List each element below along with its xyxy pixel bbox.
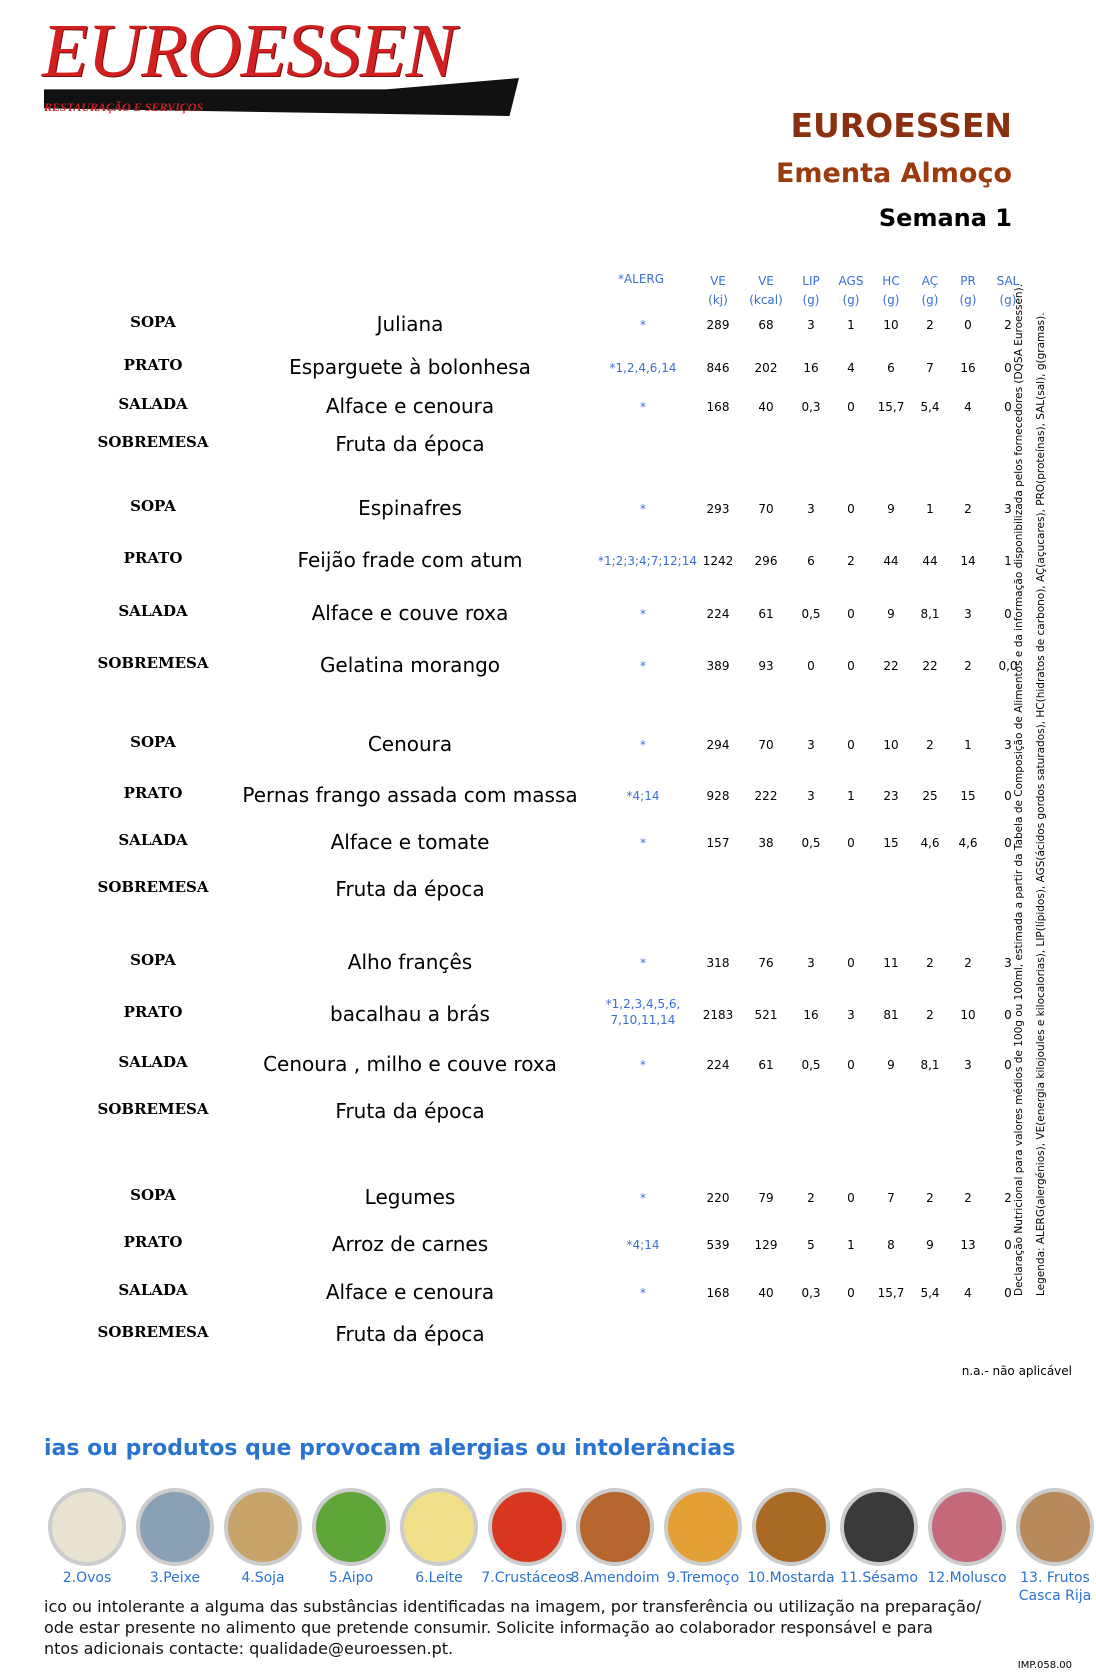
value-pr: 4 xyxy=(964,1286,972,1300)
mollusc-icon xyxy=(928,1488,1006,1566)
course-category: PRATO xyxy=(123,784,183,802)
value-ve-kcal: 202 xyxy=(754,361,778,375)
header-label: VE xyxy=(758,274,774,288)
header-label: SAL xyxy=(996,274,1020,288)
allergen-codes: * xyxy=(640,1191,646,1205)
allergen-label: 10.Mostarda xyxy=(747,1570,835,1586)
value-ve-kj: 2183 xyxy=(702,1008,734,1022)
value-ve-kj: 293 xyxy=(706,502,730,516)
header-unit: (g) xyxy=(842,293,860,307)
value-sal: 0 xyxy=(1004,607,1012,621)
notice-line: ico ou intolerante a alguma das substâncias identificadas na imagem, por transferência ou utilização na preparação/ xyxy=(44,1597,982,1616)
value-hc: 9 xyxy=(887,1058,895,1072)
value-ve-kcal: 76 xyxy=(758,956,774,970)
value-sal: 0 xyxy=(1004,361,1012,375)
value-hc: 11 xyxy=(883,956,899,970)
value-pr: 13 xyxy=(960,1238,976,1252)
form-code: IMP.058.00 xyxy=(1017,1660,1072,1671)
dish-name: Pernas frango assada com massa xyxy=(242,783,578,807)
value-pr: 14 xyxy=(960,554,976,568)
allergen-codes: *1,2,3,4,5,6,7,10,11,14 xyxy=(605,997,681,1027)
allergen-label: 4.Soja xyxy=(241,1570,285,1586)
notice-line: ode estar presente no alimento que pretende consumir. Solicite informação ao colaborador responsável e para xyxy=(44,1618,933,1637)
value-lip: 0,5 xyxy=(801,607,821,621)
value-lip: 0,3 xyxy=(801,400,821,414)
value-hc: 7 xyxy=(887,1191,895,1205)
value-pr: 3 xyxy=(964,607,972,621)
value-ags: 1 xyxy=(847,318,855,332)
value-ve-kj: 846 xyxy=(706,361,730,375)
menu-row xyxy=(0,1097,1020,1127)
allergen-label: 13. Frutos xyxy=(1020,1570,1090,1586)
value-ve-kcal: 61 xyxy=(758,607,774,621)
value-lip: 0,5 xyxy=(801,836,821,850)
dish-name: Fruta da época xyxy=(335,1099,485,1123)
value-hc: 22 xyxy=(883,659,899,673)
value-lip: 16 xyxy=(803,361,819,375)
soy-icon xyxy=(224,1488,302,1566)
value-pr: 15 xyxy=(960,789,976,803)
value-ve-kcal: 40 xyxy=(758,1286,774,1300)
value-ags: 1 xyxy=(847,789,855,803)
logo-text: EUROESSEN xyxy=(42,9,456,93)
dish-name: Espinafres xyxy=(358,496,462,520)
value-pr: 2 xyxy=(964,502,972,516)
menu-row xyxy=(0,997,1020,1030)
header-unit: (kj) xyxy=(708,293,728,307)
value-hc: 23 xyxy=(883,789,899,803)
allergen-codes: * xyxy=(640,659,646,673)
value-hc: 6 xyxy=(887,361,895,375)
value-lip: 3 xyxy=(807,318,815,332)
menu-row xyxy=(0,494,1020,524)
menu-row xyxy=(0,730,1020,760)
menu-row xyxy=(0,430,1020,460)
value-sal: 0 xyxy=(1004,836,1012,850)
course-category: PRATO xyxy=(123,549,183,567)
value-ags: 0 xyxy=(847,1286,855,1300)
header-label: HC xyxy=(882,274,900,288)
value-ags: 0 xyxy=(847,738,855,752)
value-ve-kcal: 68 xyxy=(758,318,774,332)
value-sal: 3 xyxy=(1004,502,1012,516)
value-ve-kj: 539 xyxy=(706,1238,730,1252)
allergen-codes: * xyxy=(640,836,646,850)
course-category: SOBREMESA xyxy=(97,654,209,672)
euroessen-logo xyxy=(42,8,562,118)
value-sal: 0,0 xyxy=(998,659,1018,673)
course-category: SOPA xyxy=(130,951,176,969)
allergen-notice xyxy=(44,1596,994,1659)
header-hc xyxy=(869,272,913,310)
value-hc: 15 xyxy=(883,836,899,850)
dish-name: Feijão frade com atum xyxy=(297,548,523,572)
value-ags: 2 xyxy=(847,554,855,568)
value-ac: 1 xyxy=(926,502,934,516)
value-ve-kcal: 61 xyxy=(758,1058,774,1072)
value-ac: 2 xyxy=(926,738,934,752)
value-ac: 2 xyxy=(926,1008,934,1022)
header-ags xyxy=(829,272,873,310)
allergen-label: 9.Tremoço xyxy=(666,1570,740,1586)
value-lip: 3 xyxy=(807,502,815,516)
allergen-label: 5.Aipo xyxy=(328,1570,374,1586)
value-ve-kj: 294 xyxy=(706,738,730,752)
menu-row xyxy=(0,1320,1020,1350)
value-ve-kcal: 79 xyxy=(758,1191,774,1205)
dish-name: Alface e couve roxa xyxy=(311,601,509,625)
allergen-label: 3.Peixe xyxy=(149,1570,201,1586)
menu-row xyxy=(0,1050,1020,1080)
value-ac: 22 xyxy=(922,659,938,673)
value-pr: 2 xyxy=(964,956,972,970)
value-ve-kcal: 38 xyxy=(758,836,774,850)
value-ve-kcal: 521 xyxy=(754,1008,778,1022)
value-sal: 3 xyxy=(1004,738,1012,752)
value-ve-kcal: 129 xyxy=(754,1238,778,1252)
dish-name: Fruta da época xyxy=(335,877,485,901)
header-unit: (g) xyxy=(802,293,820,307)
sesame-icon xyxy=(840,1488,918,1566)
value-pr: 4 xyxy=(964,400,972,414)
value-hc: 10 xyxy=(883,738,899,752)
header-label: VE xyxy=(710,274,726,288)
value-ags: 3 xyxy=(847,1008,855,1022)
value-lip: 0,3 xyxy=(801,1286,821,1300)
header-label: PR xyxy=(960,274,976,288)
course-category: PRATO xyxy=(123,1003,183,1021)
value-ve-kj: 1242 xyxy=(702,554,734,568)
value-ags: 0 xyxy=(847,400,855,414)
allergen-codes: * xyxy=(640,607,646,621)
value-hc: 9 xyxy=(887,607,895,621)
course-category: SALADA xyxy=(118,1281,188,1299)
value-ac: 5,4 xyxy=(920,1286,940,1300)
value-ac: 7 xyxy=(926,361,934,375)
nutrition-legend xyxy=(1008,284,1052,1296)
value-pr: 0 xyxy=(964,318,972,332)
value-ags: 4 xyxy=(847,361,855,375)
dish-name: Fruta da época xyxy=(335,432,485,456)
value-ac: 2 xyxy=(926,956,934,970)
value-ve-kcal: 296 xyxy=(754,554,778,568)
menu-row xyxy=(0,1230,1020,1260)
dish-name: bacalhau a brás xyxy=(330,1002,490,1026)
header-label: AÇ xyxy=(921,274,939,288)
header-label: AGS xyxy=(838,274,864,288)
value-ve-kj: 289 xyxy=(706,318,730,332)
crustacean-icon xyxy=(488,1488,566,1566)
value-ve-kj: 224 xyxy=(706,1058,730,1072)
header-unit: (g) xyxy=(959,293,977,307)
allergen-codes: * xyxy=(640,400,646,414)
menu-row xyxy=(0,875,1020,905)
dish-name: Juliana xyxy=(376,312,444,336)
dish-name: Cenoura xyxy=(367,732,453,756)
allergen-label: 12.Molusco xyxy=(927,1570,1007,1586)
allergen-codes: * xyxy=(640,956,646,970)
value-lip: 5 xyxy=(807,1238,815,1252)
header-lip xyxy=(789,272,833,310)
dish-name: Legumes xyxy=(364,1185,456,1209)
value-hc: 15,7 xyxy=(877,400,905,414)
allergen-label: 11.Sésamo xyxy=(840,1570,918,1586)
value-pr: 2 xyxy=(964,659,972,673)
course-category: SOBREMESA xyxy=(97,433,209,451)
header-ve-kcal xyxy=(744,272,788,310)
menu-title: Ementa Almoço xyxy=(775,158,1012,189)
header-label: LIP xyxy=(802,274,820,288)
course-category: SALADA xyxy=(118,831,188,849)
value-ags: 0 xyxy=(847,502,855,516)
value-hc: 8 xyxy=(887,1238,895,1252)
value-ags: 0 xyxy=(847,836,855,850)
legend-line-1: Declaração Nutricional para valores médios de 100g ou 100ml, estimada a partir da Tabela de Composição de Alimentos e da informação disponibilizada pelos fornecedores (DQSA Euroessen). xyxy=(1013,284,1025,1296)
value-ve-kcal: 93 xyxy=(758,659,774,673)
menu-row xyxy=(0,651,1020,681)
value-pr: 10 xyxy=(960,1008,976,1022)
allergen-label: 8.Amendoim xyxy=(570,1570,660,1586)
dish-name: Gelatina morango xyxy=(319,653,501,677)
allergen-codes: *1,2,4,6,14 xyxy=(609,361,677,375)
allergen-label-line2: Casca Rija xyxy=(1018,1588,1092,1604)
menu-row xyxy=(0,310,1020,340)
menu-row xyxy=(0,599,1020,629)
course-category: PRATO xyxy=(123,1233,183,1251)
value-ac: 25 xyxy=(922,789,938,803)
course-category: SOBREMESA xyxy=(97,1100,209,1118)
legend-line-2: Legenda: ALERG(alergénios), VE(energia kilojoules e kilocalorias), LIP(lípidos), AGS(ácidos gordos saturados), HC(hidratos de carbono), AÇ(açucares), PRO(proteínas), SAL(sal), g(gramas). xyxy=(1035,312,1047,1296)
value-sal: 2 xyxy=(1004,1191,1012,1205)
logo-subtitle: RESTAURAÇÃO E SERVIÇOS xyxy=(44,100,204,114)
value-hc: 9 xyxy=(887,502,895,516)
menu-row xyxy=(0,948,1020,978)
course-category: SALADA xyxy=(118,1053,188,1071)
allergen-codes: *1;2;3;4;7;12;14 xyxy=(598,554,697,568)
value-ags: 0 xyxy=(847,607,855,621)
value-hc: 10 xyxy=(883,318,899,332)
not-applicable-note: n.a.- não aplicável xyxy=(961,1364,1072,1378)
value-ac: 8,1 xyxy=(920,1058,940,1072)
value-hc: 44 xyxy=(883,554,899,568)
course-category: SALADA xyxy=(118,395,188,413)
value-sal: 2 xyxy=(1004,318,1012,332)
value-lip: 3 xyxy=(807,789,815,803)
course-category: PRATO xyxy=(123,356,183,374)
value-sal: 1 xyxy=(1004,554,1012,568)
value-lip: 3 xyxy=(807,738,815,752)
value-ac: 9 xyxy=(926,1238,934,1252)
dish-name: Alface e cenoura xyxy=(325,1280,495,1304)
dish-name: Cenoura , milho e couve roxa xyxy=(263,1052,557,1076)
allergen-heading: ias ou produtos que provocam alergias ou intolerâncias xyxy=(44,1436,736,1461)
week-title: Semana 1 xyxy=(878,204,1012,232)
dish-name: Alface e tomate xyxy=(330,830,490,854)
fish-icon xyxy=(136,1488,214,1566)
course-category: SOPA xyxy=(130,313,176,331)
value-hc: 15,7 xyxy=(877,1286,905,1300)
peanut-icon xyxy=(576,1488,654,1566)
header-pr xyxy=(946,272,990,310)
header-unit: (g) xyxy=(921,293,939,307)
value-ve-kj: 157 xyxy=(706,836,730,850)
value-ve-kj: 318 xyxy=(706,956,730,970)
value-ve-kj: 928 xyxy=(706,789,730,803)
header-unit: (kcal) xyxy=(749,293,783,307)
value-pr: 1 xyxy=(964,738,972,752)
value-pr: 4,6 xyxy=(958,836,978,850)
allergen-icons xyxy=(44,1488,1092,1604)
value-lip: 0 xyxy=(807,659,815,673)
value-lip: 0,5 xyxy=(801,1058,821,1072)
menu-row xyxy=(0,1278,1020,1308)
value-hc: 81 xyxy=(883,1008,899,1022)
value-ve-kcal: 40 xyxy=(758,400,774,414)
header-ve-kj xyxy=(696,272,740,310)
value-ac: 44 xyxy=(922,554,938,568)
value-ags: 1 xyxy=(847,1238,855,1252)
value-sal: 0 xyxy=(1004,1008,1012,1022)
value-ac: 8,1 xyxy=(920,607,940,621)
menu-row xyxy=(0,546,1020,576)
value-ags: 0 xyxy=(847,1058,855,1072)
value-sal: 3 xyxy=(1004,956,1012,970)
value-pr: 2 xyxy=(964,1191,972,1205)
value-sal: 0 xyxy=(1004,789,1012,803)
dish-name: Alho françês xyxy=(347,950,473,974)
header-unit: (g) xyxy=(882,293,900,307)
allergen-label: 6.Leite xyxy=(415,1570,463,1586)
course-category: SOPA xyxy=(130,1186,176,1204)
allergen-codes: *4;14 xyxy=(626,789,660,803)
allergen-codes: * xyxy=(640,318,646,332)
celery-icon xyxy=(312,1488,390,1566)
allergen-codes: * xyxy=(640,1058,646,1072)
value-lip: 3 xyxy=(807,956,815,970)
allergen-codes: * xyxy=(640,502,646,516)
value-ve-kcal: 222 xyxy=(754,789,778,803)
menu-row xyxy=(0,828,1020,858)
value-lip: 6 xyxy=(807,554,815,568)
allergen-label: 2.Ovos xyxy=(62,1570,112,1586)
value-sal: 0 xyxy=(1004,1058,1012,1072)
course-category: SALADA xyxy=(118,602,188,620)
value-sal: 0 xyxy=(1004,400,1012,414)
value-ve-kj: 168 xyxy=(706,400,730,414)
header-unit: (g) xyxy=(999,293,1017,307)
course-category: SOBREMESA xyxy=(97,878,209,896)
menu-row xyxy=(0,781,1020,811)
allergen-codes: *4;14 xyxy=(626,1238,660,1252)
menu-row xyxy=(0,1183,1020,1213)
nuts-icon xyxy=(1016,1488,1094,1566)
menu-row xyxy=(0,392,1020,422)
eggs-icon xyxy=(48,1488,126,1566)
allergen-codes: * xyxy=(640,738,646,752)
value-ags: 0 xyxy=(847,1191,855,1205)
value-lip: 2 xyxy=(807,1191,815,1205)
value-ve-kj: 389 xyxy=(706,659,730,673)
brand-title: EUROESSEN xyxy=(790,106,1012,145)
dish-name: Arroz de carnes xyxy=(331,1232,489,1256)
value-ve-kcal: 70 xyxy=(758,738,774,752)
value-ac: 2 xyxy=(926,1191,934,1205)
course-category: SOPA xyxy=(130,497,176,515)
dish-name: Esparguete à bolonhesa xyxy=(289,355,531,379)
notice-line: ntos adicionais contacte: qualidade@euroessen.pt. xyxy=(44,1639,454,1658)
dish-name: Fruta da época xyxy=(335,1322,485,1346)
milk-icon xyxy=(400,1488,478,1566)
allergen-label: 7.Crustáceos xyxy=(481,1570,573,1586)
value-pr: 3 xyxy=(964,1058,972,1072)
course-category: SOPA xyxy=(130,733,176,751)
value-ve-kj: 220 xyxy=(706,1191,730,1205)
lupin-icon xyxy=(664,1488,742,1566)
value-ac: 2 xyxy=(926,318,934,332)
value-ac: 5,4 xyxy=(920,400,940,414)
menu-row xyxy=(0,353,1020,383)
value-ags: 0 xyxy=(847,956,855,970)
value-pr: 16 xyxy=(960,361,976,375)
value-ve-kcal: 70 xyxy=(758,502,774,516)
header-alerg: *ALERG xyxy=(617,272,665,286)
value-ac: 4,6 xyxy=(920,836,940,850)
value-sal: 0 xyxy=(1004,1238,1012,1252)
value-ags: 0 xyxy=(847,659,855,673)
dish-name: Alface e cenoura xyxy=(325,394,495,418)
value-lip: 16 xyxy=(803,1008,819,1022)
allergen-codes: * xyxy=(640,1286,646,1300)
value-ve-kj: 168 xyxy=(706,1286,730,1300)
value-ve-kj: 224 xyxy=(706,607,730,621)
mustard-icon xyxy=(752,1488,830,1566)
course-category: SOBREMESA xyxy=(97,1323,209,1341)
value-sal: 0 xyxy=(1004,1286,1012,1300)
